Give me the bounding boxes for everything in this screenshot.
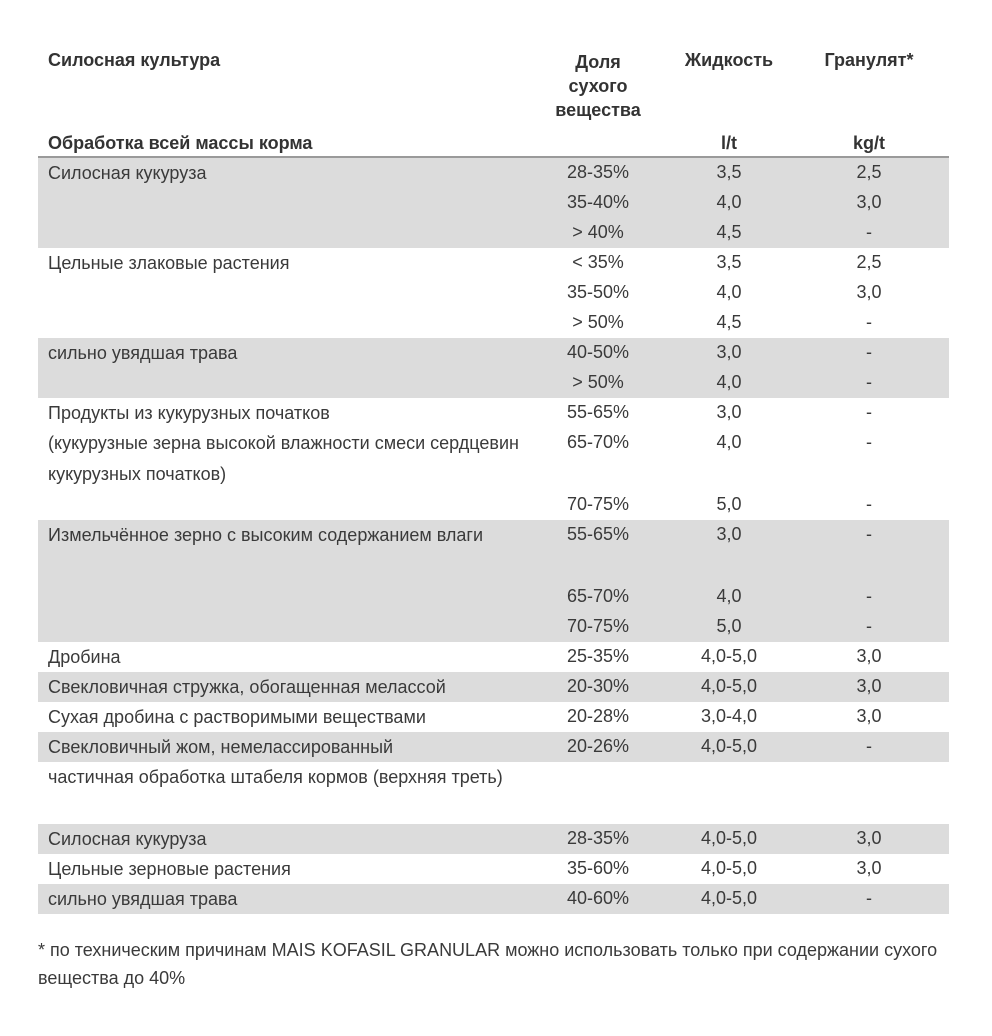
liquid-dose: 4,0-5,0: [700, 858, 758, 878]
liquid-dose: 3,0: [716, 402, 742, 422]
granulate-dose: -: [866, 736, 872, 756]
granulate-dose: 3,0: [856, 858, 882, 878]
dry-matter: 40-50%: [566, 342, 630, 362]
table-row: [38, 188, 949, 218]
dry-matter: 20-30%: [566, 676, 630, 696]
liquid-dose: 4,0: [716, 432, 742, 452]
table-row: [38, 490, 949, 520]
granulate-unit: kg/t: [852, 133, 885, 153]
liquid-dose: 5,0: [716, 494, 742, 514]
table-row: [38, 702, 949, 732]
liquid-unit: l/t: [721, 133, 737, 153]
table-row: [38, 672, 949, 702]
liquid-dose: 4,0-5,0: [700, 646, 758, 666]
dry-matter: 35-50%: [566, 282, 630, 302]
table-subheader: [38, 128, 949, 158]
table-row: [38, 278, 949, 308]
liquid-dose: 3,0: [716, 342, 742, 362]
granulate-dose: -: [866, 402, 872, 422]
dry-matter: < 35%: [572, 252, 624, 272]
liquid-dose: 4,5: [716, 312, 742, 332]
table-row: [38, 338, 949, 368]
table-row: [38, 642, 949, 672]
table-row: [38, 248, 949, 278]
dry-matter: 28-35%: [566, 828, 630, 848]
table-row: [38, 158, 949, 188]
dry-matter: 28-35%: [566, 162, 630, 182]
dry-matter: 20-28%: [566, 706, 630, 726]
granulate-dose: 3,0: [856, 828, 882, 848]
granulate-dose: 2,5: [856, 162, 882, 182]
table-row: [38, 762, 949, 824]
section-label: частичная обработка штабеля кормов (верхняя треть): [48, 767, 503, 787]
liquid-dose: 4,0-5,0: [700, 676, 758, 696]
crop-name: Продукты из кукурузных початков: [48, 403, 330, 423]
dry-matter: 20-26%: [566, 736, 630, 756]
granulate-dose: -: [866, 586, 872, 606]
table-row: [38, 732, 949, 762]
granulate-dose: 2,5: [856, 252, 882, 272]
liquid-dose: 3,0: [716, 524, 742, 544]
group-unmolassed-beet-pulp: [38, 732, 949, 762]
group-silage-maize: [38, 158, 949, 248]
dry-matter: 70-75%: [566, 494, 630, 514]
dry-matter: 55-65%: [566, 402, 630, 422]
table-row: [38, 368, 949, 398]
table-row: [38, 218, 949, 248]
granulate-dose: 3,0: [856, 706, 882, 726]
granulate-dose: -: [866, 312, 872, 332]
dry-matter: > 50%: [572, 312, 624, 332]
dry-matter: 55-65%: [566, 524, 630, 544]
dry-matter: 70-75%: [566, 616, 630, 636]
dry-matter: > 40%: [572, 222, 624, 242]
crop-name: Свекловичный жом, немелассированный: [48, 737, 394, 757]
dry-matter: 65-70%: [566, 432, 630, 452]
table-row: [38, 612, 949, 642]
liquid-dose: 4,0: [716, 372, 742, 392]
granulate-dose: -: [866, 222, 872, 242]
dry-matter: 25-35%: [566, 646, 630, 666]
crop-name: Силосная кукуруза: [48, 829, 207, 849]
footnote: * по техническим причинам MAIS KOFASIL GRANULAR можно использовать только при содержании сухого вещества до 40%: [38, 940, 938, 988]
liquid-dose: 4,5: [716, 222, 742, 242]
dry-matter: 40-60%: [566, 888, 630, 908]
liquid-dose: 3,5: [716, 162, 742, 182]
dry-matter: 35-40%: [566, 192, 630, 212]
group-dried-distillers-grains: [38, 702, 949, 732]
crop-name: Измельчённое зерно с высоким содержанием влаги: [48, 525, 484, 545]
group-molassed-beet-pulp: [38, 672, 949, 702]
granulate-dose: -: [866, 888, 872, 908]
group-whole-grain-partial: [38, 854, 949, 884]
dry-matter: 35-60%: [566, 858, 630, 878]
liquid-dose: 4,0-5,0: [700, 888, 758, 908]
crop-name: Цельные злаковые растения: [48, 253, 290, 273]
granulate-dose: 3,0: [856, 282, 882, 302]
group-corn-cob-products: [38, 398, 949, 520]
header-crop: Силосная культура: [48, 50, 221, 70]
group-partial-treatment: [38, 762, 949, 824]
dry-matter: 65-70%: [566, 586, 630, 606]
crop-name: Сухая дробина с растворимыми веществами: [48, 707, 426, 727]
header-liquid: Жидкость: [684, 50, 774, 70]
group-silage-maize-partial: [38, 824, 949, 854]
granulate-dose: 3,0: [856, 646, 882, 666]
crop-name: Дробина: [48, 647, 121, 667]
subheader-label: Обработка всей массы корма: [48, 133, 313, 153]
granulate-dose: -: [866, 616, 872, 636]
header-dry-matter: [538, 50, 658, 122]
granulate-dose: 3,0: [856, 192, 882, 212]
table-row: [38, 398, 949, 428]
group-wilted-grass: [38, 338, 949, 398]
liquid-dose: 4,0: [716, 192, 742, 212]
table-row: [38, 854, 949, 884]
table-row: [38, 582, 949, 612]
group-brewers-grains: [38, 642, 949, 672]
table-row: [38, 428, 949, 490]
granulate-dose: -: [866, 524, 872, 544]
liquid-dose: 5,0: [716, 616, 742, 636]
granulate-dose: -: [866, 432, 872, 452]
table-row: [38, 884, 949, 914]
dry-matter: > 50%: [572, 372, 624, 392]
table-row: [38, 308, 949, 338]
liquid-dose: 4,0-5,0: [700, 736, 758, 756]
table-header: [38, 48, 949, 128]
crop-name: Цельные зерновые растения: [48, 859, 291, 879]
granulate-dose: 3,0: [856, 676, 882, 696]
group-high-moisture-grain: [38, 520, 949, 642]
header-dry-matter-line2: сухого: [568, 76, 628, 96]
group-wilted-grass-partial: [38, 884, 949, 914]
group-whole-cereal: [38, 248, 949, 338]
crop-name: сильно увядшая трава: [48, 343, 238, 363]
granulate-dose: -: [866, 342, 872, 362]
crop-name: Силосная кукуруза: [48, 163, 207, 183]
liquid-dose: 4,0-5,0: [700, 828, 758, 848]
header-dry-matter-line3: вещества: [555, 100, 641, 120]
liquid-dose: 3,0-4,0: [700, 706, 758, 726]
liquid-dose: 4,0: [716, 586, 742, 606]
crop-name: Свекловичная стружка, обогащенная мелассой: [48, 677, 446, 697]
table-row: [38, 520, 949, 582]
liquid-dose: 4,0: [716, 282, 742, 302]
header-granulate: Гранулят*: [824, 50, 914, 70]
granulate-dose: -: [866, 494, 872, 514]
header-dry-matter-line1: Доля: [575, 52, 621, 72]
crop-name-note: (кукурузные зерна высокой влажности смеси сердцевин кукурузных початков): [48, 433, 519, 484]
table-row: [38, 824, 949, 854]
granulate-dose: -: [866, 372, 872, 392]
liquid-dose: 3,5: [716, 252, 742, 272]
crop-name: сильно увядшая трава: [48, 889, 238, 909]
silage-table: [38, 48, 949, 914]
